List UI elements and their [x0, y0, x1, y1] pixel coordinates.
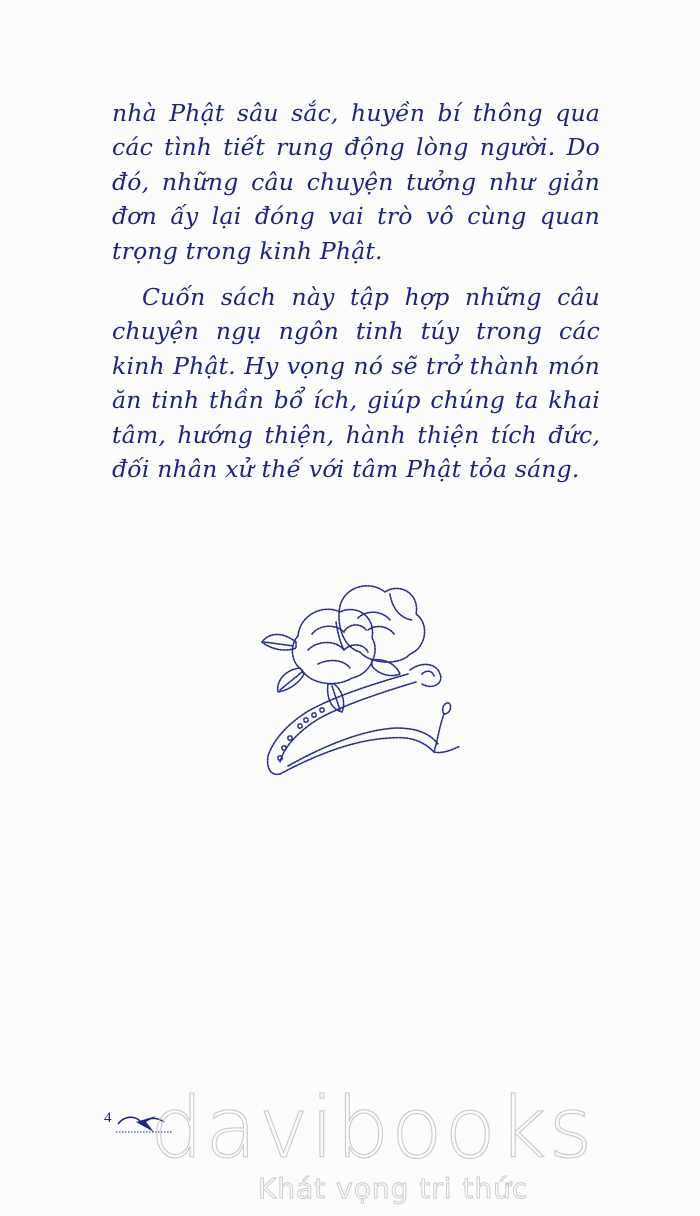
- watermark-brand: davibooks: [150, 1079, 595, 1177]
- publisher-watermark: [150, 1079, 595, 1210]
- page-number: 4: [104, 1110, 112, 1126]
- paragraph-1: nhà Phật sâu sắc, huyền bí thông qua các tình tiết rung động lòng người. Do đó, những câu chuyện tưởng như giản đơn ấy lại đóng vai trò vô cùng quan trọng trong kinh Phật.: [112, 99, 600, 265]
- paragraph-2: Cuốn sách này tập hợp những câu chuyện ngụ ngôn tinh túy trong các kinh Phật. Hy vọng nó sẽ trở thành món ăn tinh thần bổ ích, giúp chúng ta khai tâm, hướng thiện, hành thiện tích đức, đối nhân xử thế với tâm Phật tỏa sáng.: [112, 283, 600, 484]
- watermark-tagline: Khát vọng tri thức: [258, 1172, 529, 1205]
- lotus-flower-ribbon-icon: [240, 578, 470, 808]
- body-text: [112, 96, 600, 486]
